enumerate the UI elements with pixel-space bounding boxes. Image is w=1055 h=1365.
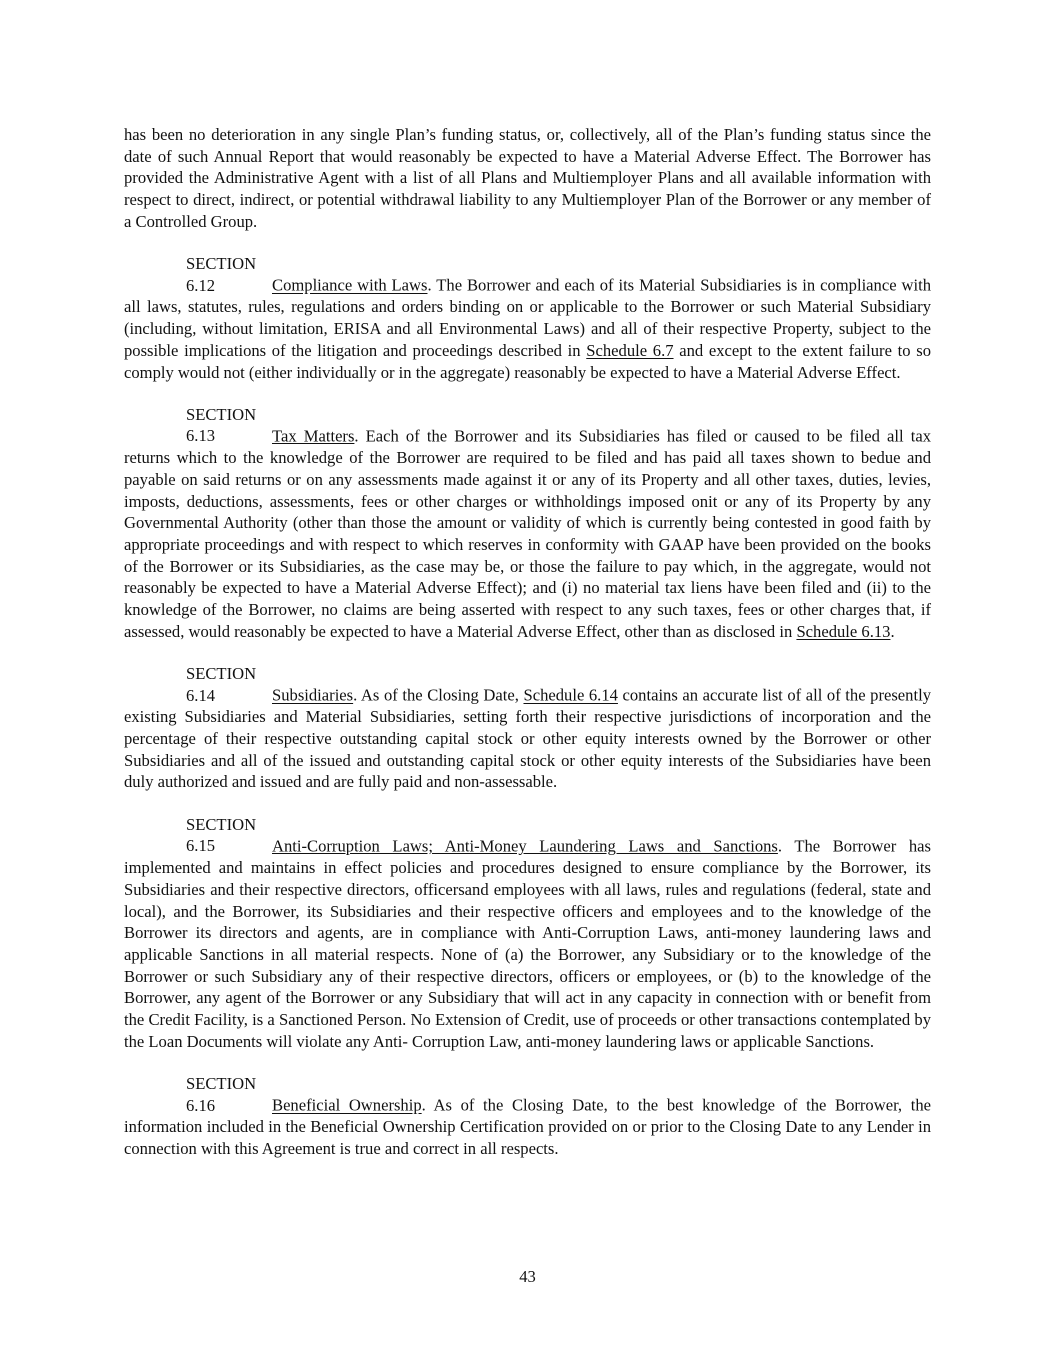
section-text: . The Borrower has implemented and maintains in effect policies and procedures designed to ensure compliance by the Borrower, its Subsidiaries and their respective directors, officersand employees with all laws, rules and regulations (federal, state and local), and the Borrower, its Subsidiaries and their respective officers and employees and to the knowledge of the Borrower its directors and agents, are in compliance with Anti-Corruption Laws, anti-money laundering laws and applicable Sanctions in all material respects. None of (a) the Borrower, any Subsidiary or to the knowledge of the Borrower or such Subsidiary any of their respective directors, officers or employees, or (b) to the knowledge of the Borrower, any agent of the Borrower or any Subsidiary that will act in any capacity in connection with or benefit from the Credit Facility, is a Sanctioned Person. No Extension of Credit, use of proceeds or other transactions contemplated by the Loan Documents will violate any Anti- Corruption Law, anti-money laundering laws or applicable Sanctions.: [124, 836, 931, 1051]
section-heading: Tax Matters: [272, 426, 355, 446]
schedule-reference: Schedule 6.13: [796, 621, 891, 641]
page-number: 43: [519, 1267, 536, 1286]
section-6-14: [124, 663, 931, 793]
document-page: [124, 124, 931, 1180]
section-heading: Subsidiaries: [272, 685, 354, 705]
schedule-reference: Schedule 6.14: [523, 685, 618, 705]
section-6-15: [124, 814, 931, 1053]
continued-paragraph: has been no deterioration in any single Plan’s funding status, or, collectively, all of the Plan’s funding status since the date of such Annual Report that would reasonably be expected to have a Material Adverse Effect. The Borrower has provided the Administrative Agent with a list of all Plans and Multiemployer Plans and all available information with respect to direct, indirect, or potential withdrawal liability to any Multiemployer Plan of the Borrower or any member of a Controlled Group.: [124, 125, 931, 231]
section-heading: Anti-Corruption Laws; Anti-Money Laundering Laws and Sanctions: [272, 836, 778, 856]
section-text: .: [890, 621, 895, 641]
section-text: . Each of the Borrower and its Subsidiaries has filed or caused to be filed all tax returns which to the knowledge of the Borrower are required to be filed and has paid all taxes shown to bedue and payable on said returns or on any assessments made against it or any of its Property and all other taxes, duties, levies, imposts, deductions, assessments, fees or other charges or withholdings imposed onit or any of its Property by any Governmental Authority (other than those the amount or validity of which is currently being contested in good faith by appropriate proceedings and with respect to which reserves in conformity with GAAP have been provided on the books of the Borrower or its Subsidiaries, as the case may be, or those the failure to pay which, in the aggregate, would not reasonably be expected to have a Material Adverse Effect); and (i) no material tax liens have been filed and (ii) to the knowledge of the Borrower, no claims are being asserted with respect to any such taxes, fees or other charges that, if assessed, would reasonably be expected to have a Material Adverse Effect, other than as disclosed in: [124, 426, 931, 641]
section-number: SECTION 6.13: [186, 404, 257, 446]
section-6-12: [124, 253, 931, 383]
section-6-13: [124, 404, 931, 643]
schedule-reference: Schedule 6.7: [586, 340, 674, 360]
section-6-16: [124, 1073, 931, 1160]
section-text: contains an accurate list of all of the presently existing Subsidiaries and Material Subsidiaries, setting forth their respective jurisdictions of incorporation and the percentage of their respective outstanding capital stock or other equity interests owned by the Borrower or other Subsidiaries and all of the issued and outstanding capital stock or other equity interests of the Subsidiaries have been duly authorized and issued and are fully paid and non-assessable.: [124, 685, 931, 792]
section-number: SECTION 6.16: [186, 1073, 257, 1115]
section-text: . The Borrower and each of its Material Subsidiaries is in compliance with all laws, statutes, rules, regulations and orders binding on or applicable to the Borrower or such Material Subsidiary (including, without limitation, ERISA and all Environmental Laws) and all of their respective Property, subject to the possible implications of the litigation and proceedings described in: [124, 275, 931, 360]
section-text: . As of the Closing Date,: [353, 685, 524, 705]
section-number: SECTION 6.12: [186, 254, 257, 295]
section-number: SECTION 6.15: [186, 814, 257, 856]
section-number: SECTION 6.14: [186, 663, 257, 705]
section-heading: Compliance with Laws: [272, 275, 428, 295]
section-text: . As of the Closing Date, to the best knowledge of the Borrower, the information included in the Beneficial Ownership Certification provided on or prior to the Closing Date to any Lender in connection with this Agreement is true and correct in all respects.: [124, 1095, 931, 1159]
section-heading: Beneficial Ownership: [272, 1095, 422, 1115]
section-text: and except to the extent failure to so comply would not (either individually or in the aggregate) reasonably be expected to have a Material Adverse Effect.: [124, 340, 931, 382]
